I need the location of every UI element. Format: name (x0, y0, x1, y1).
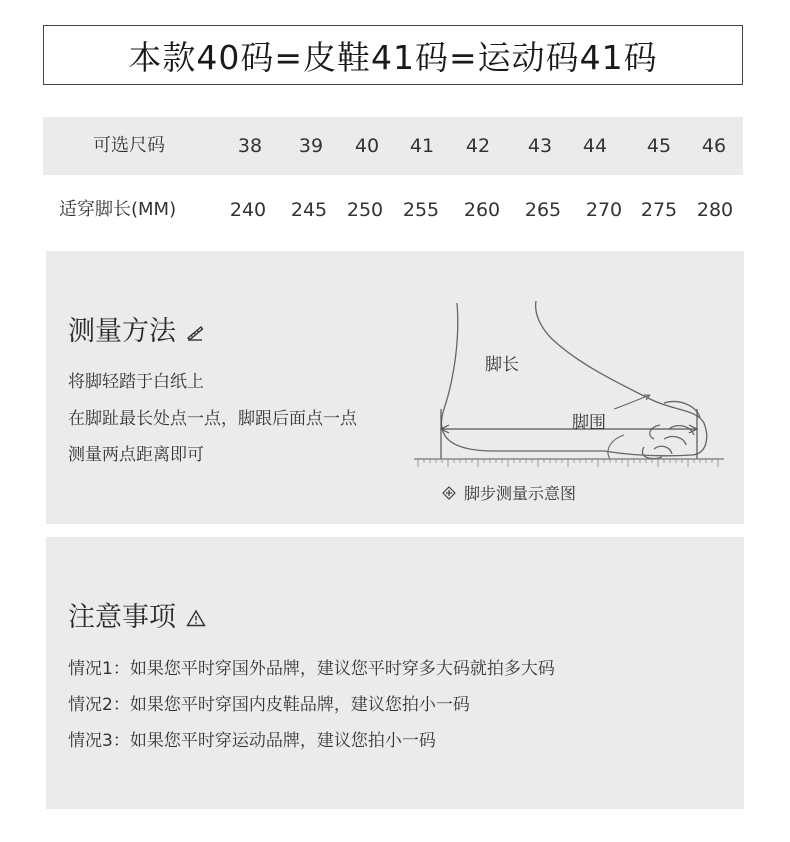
length-cell: 250 (346, 199, 384, 221)
notes-title (68, 595, 206, 634)
length-cell: 275 (640, 199, 678, 221)
note-item: 情况2：如果您平时穿国内皮鞋品牌，建议您拍小一码 (68, 695, 470, 715)
size-cell: 44 (582, 135, 608, 157)
length-cell: 280 (696, 199, 734, 221)
measure-step: 将脚轻踏于白纸上 (68, 372, 204, 392)
foot-length-label: 脚长 (485, 355, 519, 375)
size-cell: 42 (465, 135, 491, 157)
foot-girth-label: 脚围 (572, 413, 606, 433)
note-item: 情况1：如果您平时穿国外品牌，建议您平时穿多大码就拍多大码 (68, 659, 555, 679)
measure-title-text: 测量方法 (68, 316, 176, 347)
notes-title-text: 注意事项 (68, 602, 176, 633)
note-item: 情况3：如果您平时穿运动品牌，建议您拍小一码 (68, 731, 436, 751)
size-cell: 39 (298, 135, 324, 157)
diagram-caption (442, 481, 576, 504)
size-row-label: 可选尺码 (93, 135, 165, 156)
length-cell: 245 (290, 199, 328, 221)
length-cell: 260 (463, 199, 501, 221)
measure-title (68, 309, 204, 348)
measure-step: 测量两点距离即可 (68, 445, 204, 465)
diamond-cross-icon (442, 485, 456, 504)
foot-length-row-label: 适穿脚长(MM) (59, 199, 177, 220)
notes-panel (46, 537, 744, 809)
size-cell: 43 (527, 135, 553, 157)
size-row (43, 117, 743, 175)
ruler-icon (186, 317, 204, 348)
measure-step: 在脚趾最长处点一点，脚跟后面点一点 (68, 409, 357, 429)
length-cell: 265 (524, 199, 562, 221)
size-conversion-headline: 本款40码=皮鞋41码=运动码41码 (43, 25, 743, 85)
size-cell: 38 (237, 135, 263, 157)
diagram-caption-text: 脚步测量示意图 (464, 484, 577, 503)
length-cell: 240 (229, 199, 267, 221)
size-cell: 41 (409, 135, 435, 157)
length-cell: 270 (585, 199, 623, 221)
foot-length-row (43, 181, 743, 239)
size-cell: 45 (646, 135, 672, 157)
size-cell: 40 (354, 135, 380, 157)
measure-panel (46, 251, 744, 524)
foot-measure-diagram (414, 299, 724, 471)
warning-icon (186, 603, 206, 634)
length-cell: 255 (402, 199, 440, 221)
size-cell: 46 (701, 135, 727, 157)
